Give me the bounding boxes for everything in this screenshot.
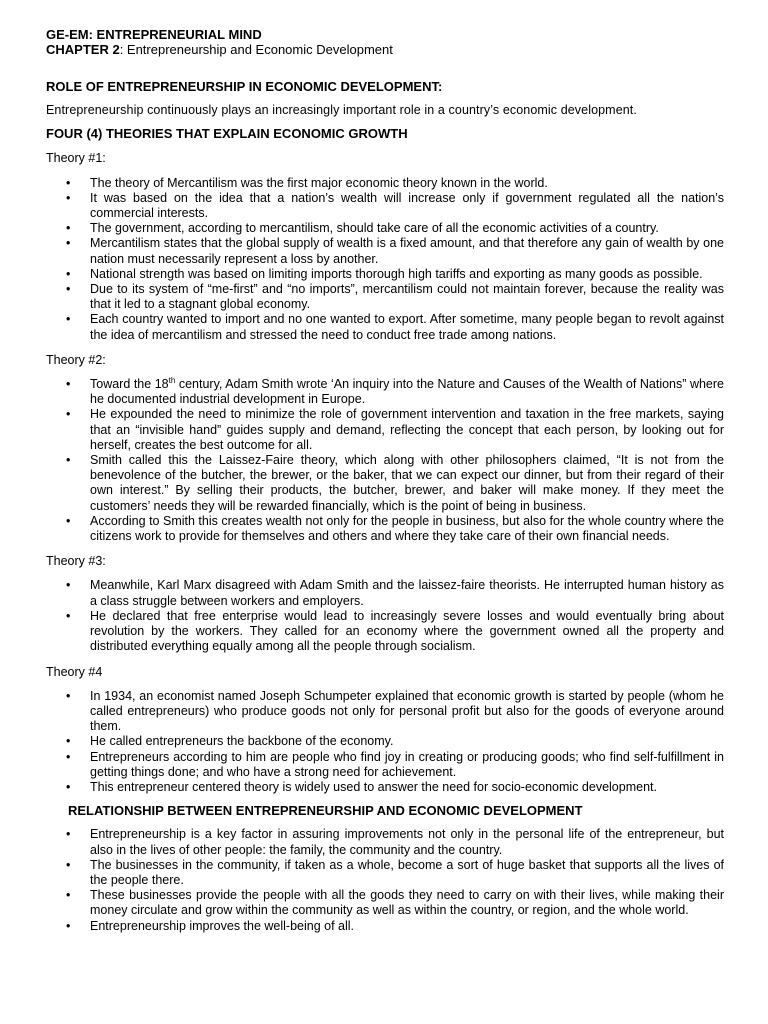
list-item: • The businesses in the community, if taken as a whole, become a sort of huge basket that supports all the lives of the people there. <box>46 858 724 888</box>
list-item-text-end: century, Adam Smith wrote ‘An inquiry into the Nature and Causes of the Wealth of Nations” where he documented industrial development in Europe. <box>90 377 724 407</box>
role-heading: ROLE OF ENTREPRENEURSHIP IN ECONOMIC DEVELOPMENT: <box>46 79 443 94</box>
list-item: • He declared that free enterprise would lead to increasingly severe losses and would eventually bring about revolution by the workers. They called for an economy where the government owned all the property and distributed everything equally among all the people through socialism. <box>46 609 724 655</box>
list-item: • The theory of Mercantilism was the first major economic theory known in the world. <box>46 176 724 191</box>
chapter-label: CHAPTER 2 <box>46 42 120 57</box>
list-item: • Entrepreneurship improves the well-being of all. <box>46 919 724 934</box>
list-item: • The government, according to mercantilism, should take care of all the economic activities of a country. <box>46 221 724 236</box>
list-item: • Smith called this the Laissez-Faire theory, which along with other philosophers claimed, “It is not from the benevolence of the butcher, the brewer, or the baker, that we can expect our dinner, but from their regard of their own interest.” By selling their products, the butcher, brewer, and baker will make money. If they meet the customers’ needs they will be rewarded financially, which is the point of being in business. <box>46 453 724 514</box>
theory-3-list <box>46 578 724 654</box>
theory-3-label: Theory #3: <box>46 554 106 569</box>
list-item: • Each country wanted to import and no one wanted to export. After sometime, many people began to revolt against the idea of mercantilism and stressed the need to conduct free trade among nations. <box>46 312 724 342</box>
theories-heading: FOUR (4) THEORIES THAT EXPLAIN ECONOMIC GROWTH <box>46 126 408 142</box>
theory-2-label: Theory #2: <box>46 352 106 367</box>
relationship-heading: RELATIONSHIP BETWEEN ENTREPRENEURSHIP AND ECONOMIC DEVELOPMENT <box>68 803 583 819</box>
list-item <box>46 377 724 407</box>
list-item: • In 1934, an economist named Joseph Schumpeter explained that economic growth is started by people (whom he called entrepreneurs) who produce goods not only for personal profit but also for the goods of everyone around them. <box>46 689 724 735</box>
theory-2-list <box>46 377 724 544</box>
list-item: • He called entrepreneurs the backbone of the economy. <box>46 734 724 749</box>
list-item: • Meanwhile, Karl Marx disagreed with Adam Smith and the laissez-faire theorists. He interrupted human history as a class struggle between workers and employers. <box>46 578 724 608</box>
role-intro: Entrepreneurship continuously plays an increasingly important role in a country’s economic development. <box>46 103 637 117</box>
list-item: • According to Smith this creates wealth not only for the people in business, but also for the whole country where the citizens work to provide for themselves and others and where they take care of their own financial needs. <box>46 514 724 544</box>
list-item: • These businesses provide the people with all the goods they need to carry on with their lives, while making their money circulate and grow within the community as well as within the country, or region, and the whole world. <box>46 888 724 918</box>
theory-4-label: Theory #4 <box>46 664 103 679</box>
list-item: • This entrepreneur centered theory is widely used to answer the need for socio-economic development. <box>46 780 724 795</box>
chapter-name: : Entrepreneurship and Economic Development <box>119 42 393 57</box>
list-item: • Due to its system of “me-first” and “no imports”, mercantilism could not maintain forever, because the reality was that it led to a stagnant global economy. <box>46 282 724 312</box>
list-item: • Entrepreneurship is a key factor in assuring improvements not only in the personal life of the entrepreneur, but also in the lives of other people: the family, the community and the country. <box>46 827 724 857</box>
list-item: • Entrepreneurs according to him are people who find joy in creating or producing goods; who find self-fulfillment in getting things done; and who have a strong need for achievement. <box>46 750 724 780</box>
chapter-title <box>46 42 724 57</box>
relationship-list <box>46 827 724 933</box>
list-item: • National strength was based on limiting imports thorough high tariffs and exporting as many goods as possible. <box>46 267 724 282</box>
course-title: GE-EM: ENTREPRENEURIAL MIND <box>46 27 262 42</box>
superscript: th <box>168 375 176 385</box>
list-item: • Mercantilism states that the global supply of wealth is a fixed amount, and that therefore any gain of wealth by one nation must necessarily represent a loss by another. <box>46 236 724 266</box>
theory-1-label: Theory #1: <box>46 151 106 166</box>
theory-1-list <box>46 176 724 343</box>
list-item: • It was based on the idea that a nation’s wealth will increase only if government regulated all the nation’s commercial interests. <box>46 191 724 221</box>
theory-4-list <box>46 689 724 795</box>
list-item-text-start: Toward the 18 <box>90 377 169 392</box>
list-item: • He expounded the need to minimize the role of government intervention and taxation in the free markets, saying that an “invisible hand” guides supply and demand, reflecting the concept that each person, by looking out for herself, creates the best outcome for all. <box>46 407 724 453</box>
